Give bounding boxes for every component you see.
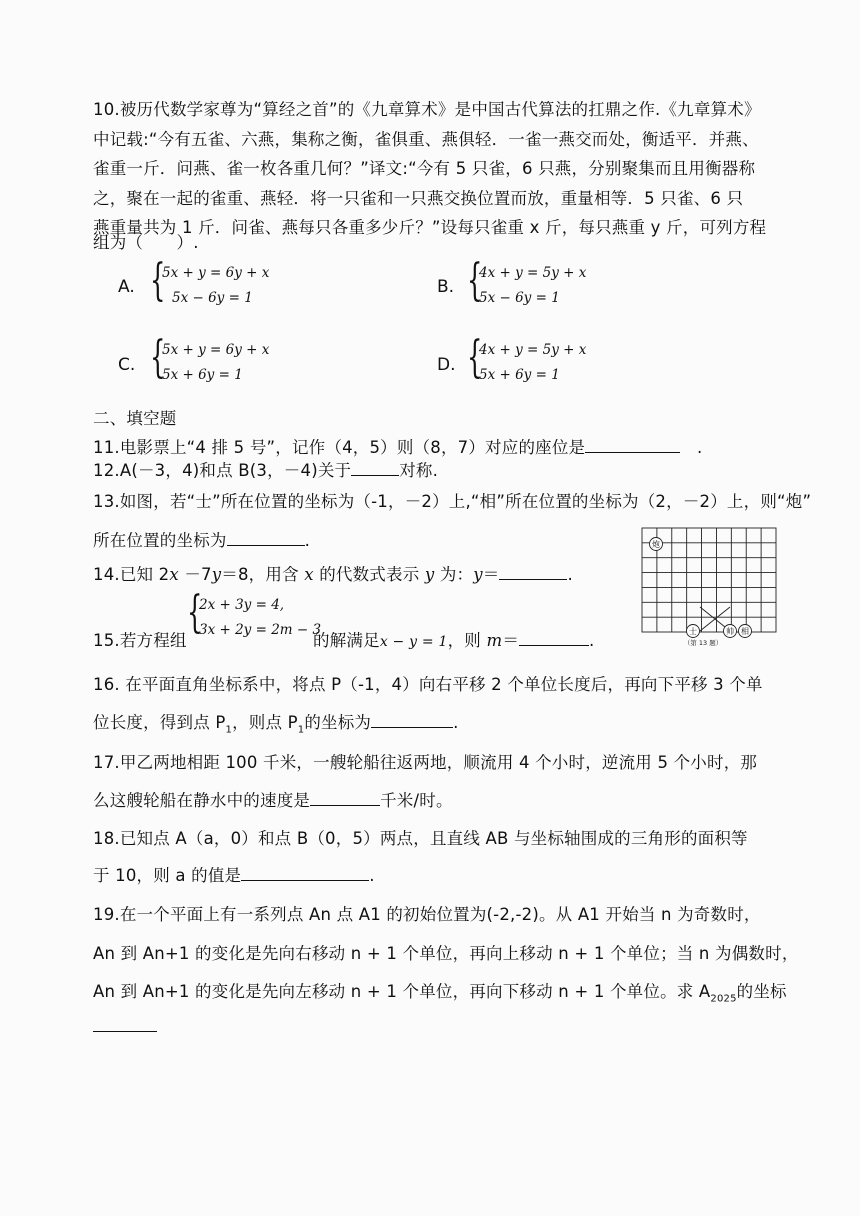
var-x: x: [169, 565, 179, 584]
subscript: 2025: [710, 993, 737, 1005]
q15-end: .: [589, 631, 595, 650]
q10-line-5: 燕重量共为 1 斤．问雀、燕每只各重多少斤？”设每只雀重 x 斤，每只燕重 y 斤，可列方程: [93, 218, 767, 237]
option-b-label: B.: [437, 277, 455, 297]
q15-condition: x − y = 1: [379, 634, 448, 650]
figure-caption: （第 13 题）: [683, 639, 723, 647]
q17-text: 么这艘轮船在静水中的速度是: [93, 791, 311, 810]
q16-end: .: [453, 713, 459, 732]
answer-blank: [227, 531, 305, 546]
brace-icon: {: [150, 332, 166, 383]
q15-then: ，则: [447, 631, 487, 650]
answer-blank: [310, 791, 380, 806]
option-c-system: [150, 332, 310, 392]
q11-text: 11.电影票上“4 排 5 号”，记作（4，5）则（8，7）对应的座位是: [93, 438, 586, 457]
q19-text: An 到 An+1 的变化是先向左移动 n + 1 个单位，再向下移动 n + 1 个单位。求 A: [93, 982, 711, 1001]
question-14: [93, 561, 573, 585]
q11-end: .: [696, 438, 703, 457]
answer-blank: [499, 565, 567, 580]
option-a-system: [150, 255, 310, 315]
option-c-label: C.: [118, 355, 136, 375]
q18-text: 于 10，则 a 的值是: [93, 866, 242, 885]
q14-part: ＝: [482, 565, 500, 584]
q18-line-1: 18.已知点 A（a，0）和点 B（0，5）两点，且直线 AB 与坐标轴围成的三角形的面积等: [93, 829, 748, 848]
option-a-label: A.: [118, 277, 135, 297]
q16-text: 位长度，得到点 P: [93, 713, 226, 732]
piece-xiang: [739, 625, 752, 638]
svg-text:士: 士: [689, 627, 697, 636]
q13-line-1: 13.如图，若“士”所在位置的坐标为（-1，－2）上,“相”所在位置的坐标为（2，－2）上，则“炮”: [93, 492, 812, 511]
svg-text:帅: 帅: [726, 627, 734, 636]
q15-prefix: 15.若方程组: [93, 631, 187, 650]
q10-line-6: 组为（ ）.: [93, 233, 199, 252]
option-c-eq2: 5x + 6y = 1: [162, 367, 243, 383]
brace-icon: {: [150, 255, 166, 306]
q14-end: .: [567, 565, 573, 584]
brace-icon: {: [467, 255, 483, 306]
q15-mid: 的解满足: [313, 631, 380, 650]
q14-part: 为：: [434, 565, 474, 584]
section-heading: 二、填空题: [93, 409, 177, 428]
svg-text:炮: 炮: [652, 540, 660, 549]
question-11: [93, 434, 702, 458]
q15-tail: [313, 627, 594, 651]
option-c-eq1: 5x + y = 6y + x: [162, 342, 270, 358]
q15-eq1: 2x + 3y = 4,: [199, 597, 285, 613]
answer-blank: [585, 438, 680, 453]
subscript: 1: [225, 724, 233, 736]
q19-line-1: 19.在一个平面上有一系列点 An 点 A1 的初始位置为(-2,-2)。从 A1 开始当 n 为奇数时，: [93, 905, 761, 924]
q15-system: [187, 587, 322, 647]
svg-text:相: 相: [741, 627, 749, 636]
q19-line-2: An 到 An+1 的变化是先向右移动 n + 1 个单位，再向上移动 n + 1 个单位；当 n 为偶数时，: [93, 944, 799, 963]
var-y: y: [473, 565, 483, 584]
answer-blank: [351, 461, 399, 476]
var-y: y: [211, 565, 222, 584]
option-a-eq2: 5x − 6y = 1: [172, 290, 253, 306]
q15-eq2: 3x + 2y = 2m − 3: [199, 622, 322, 638]
answer-blank: [371, 713, 453, 728]
option-d-eq2: 5x + 6y = 1: [479, 367, 560, 383]
option-d-system: [467, 332, 627, 392]
q18-line-2: [93, 862, 375, 886]
var-y: y: [424, 565, 435, 584]
q12-end: 对称.: [399, 461, 439, 480]
piece-shuai: [724, 625, 737, 638]
q16-line-1: 16. 在平面直角坐标系中，将点 P（-1，4）向右平移 2 个单位长度后，再向下平移 3 个单: [93, 675, 763, 694]
q14-part: －7: [178, 565, 212, 584]
q16-line-2: [93, 709, 459, 735]
q13-line-2: [93, 527, 310, 551]
option-d-eq1: 4x + y = 5y + x: [479, 342, 587, 358]
subscript: 1: [297, 724, 305, 736]
q16-text: ，则点 P: [232, 713, 298, 732]
q10-line-1: 10.被历代数学家尊为“算经之首”的《九章算术》是中国古代算法的扛鼎之作.《九章算术》: [93, 100, 761, 119]
answer-blank: [519, 631, 589, 646]
var-m: m: [486, 631, 503, 650]
q10-line-3: 雀重一斤．问燕、雀一枚各重几何？”译文:“今有 5 只雀，6 只燕，分别聚集而且用衡器称: [93, 159, 756, 178]
option-d-label: D.: [437, 355, 456, 375]
option-b-system: [467, 255, 627, 315]
brace-icon: {: [467, 332, 483, 383]
q10-line-2: 中记载:“今有五雀、六燕，集称之衡，雀俱重、燕俱轻．一雀一燕交而处，衡适平．并燕、: [93, 130, 759, 149]
q19-text: 的坐标: [736, 982, 787, 1001]
q17-line-2: [93, 787, 453, 811]
option-b-eq1: 4x + y = 5y + x: [479, 265, 587, 281]
option-b-eq2: 5x − 6y = 1: [479, 290, 560, 306]
q13-end: .: [304, 531, 311, 550]
q13-text: 所在位置的坐标为: [93, 531, 227, 550]
answer-blank: [241, 866, 369, 881]
var-x: x: [304, 565, 314, 584]
q17-end: 千米/时。: [380, 791, 453, 810]
q17-line-1: 17.甲乙两地相距 100 千米，一艘轮船往返两地，顺流用 4 个小时，逆流用 5 个小时，那: [93, 753, 758, 772]
answer-blank: [93, 1031, 157, 1032]
q14-part: ＝8，用含: [221, 565, 305, 584]
q18-end: .: [369, 866, 375, 885]
piece-pao: [650, 538, 663, 551]
q16-text: 的坐标为: [304, 713, 372, 732]
piece-shi: [687, 625, 700, 638]
question-12: [93, 457, 438, 481]
q19-line-3: [93, 978, 787, 1004]
option-a-eq1: 5x + y = 6y + x: [162, 265, 270, 281]
chess-board-figure: [641, 527, 779, 647]
q14-part: 的代数式表示: [313, 565, 425, 584]
q10-line-4: 之，聚在一起的雀重、燕轻．将一只雀和一只燕交换位置而放，重量相等．5 只雀、6 只: [93, 189, 744, 208]
q12-text: 12.A(－3，4)和点 B(3，－4)关于: [93, 461, 352, 480]
brace-icon: {: [187, 587, 203, 638]
q15-eq-sign: ＝: [502, 631, 520, 650]
q14-part: 14.已知 2: [93, 565, 170, 584]
